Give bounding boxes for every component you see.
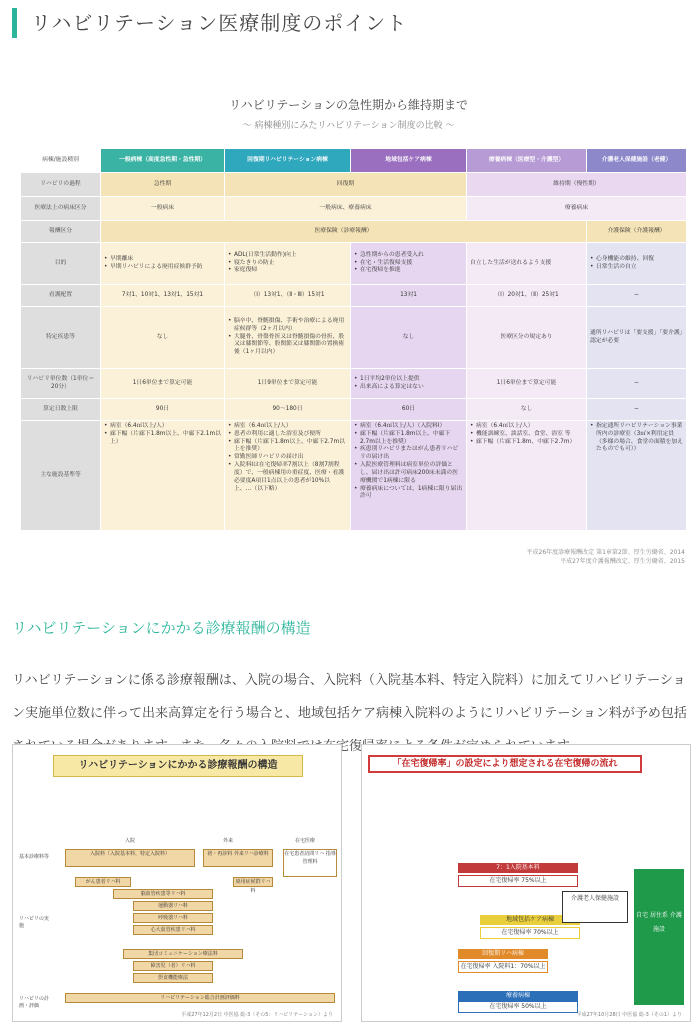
table-cell: 1日6単位まで算定可能 xyxy=(101,369,225,399)
list-item: • 廊下幅（片廊下1.8m、中廊下2.7m） xyxy=(470,439,583,447)
row-label: 医療法上の病床区分 xyxy=(21,197,101,221)
table-cell: 一般病床、療養病床 xyxy=(225,197,467,221)
table-cell: （Ⅰ）13対1、（Ⅱ・Ⅲ）15対1 xyxy=(225,285,351,307)
table-header-cell: 病棟/施設種別 xyxy=(21,149,101,173)
figure-caption: 平成27年10月28日 中医協 総-3（その1）より xyxy=(576,1012,682,1018)
table-cell: − xyxy=(587,285,687,307)
list-item: • 病室（6.4㎡以上/人） xyxy=(470,423,583,431)
table-cell: 90日 xyxy=(101,399,225,421)
table-cell: − xyxy=(587,399,687,421)
table-cell: 一般病床 xyxy=(101,197,225,221)
table-row xyxy=(21,197,687,221)
table-cell: 自立した生活が送れるよう支援 xyxy=(467,243,587,285)
list-item: • 寝たきりの防止 xyxy=(228,260,347,268)
list-item: • 病室（6.4㎡以上/人） xyxy=(104,423,221,431)
source-note: 平成26年度診療報酬改定 第1章第2節、厚生労働省、2014 平成27年度介護報酬改定、厚生労働省、2015 xyxy=(526,549,685,565)
figure-title: リハビリテーションの急性期から維持期まで xyxy=(229,98,468,112)
list-item: • 在宅・生活復帰支援 xyxy=(354,260,463,268)
row-label: 特定疾患等 xyxy=(21,307,101,369)
list-item: • 廊下幅（片廊下1.8m以上、中廊下2.7m以上を推奨） xyxy=(354,431,463,447)
list-item: • 廊下幅（片廊下1.8m以上、中廊下2.1m以上） xyxy=(104,431,221,447)
table-row xyxy=(21,221,687,243)
diagram-box: 自宅 居住系 介護施設 xyxy=(634,869,684,1005)
table-row xyxy=(21,173,687,197)
table-cell: − xyxy=(587,369,687,399)
column-label: 入院 xyxy=(125,838,136,844)
diagram-box: がん患者リハ料 xyxy=(75,877,131,887)
row-label: 基本診療料等 xyxy=(19,854,50,860)
list-item: • 病室（6.4㎡以上/人） xyxy=(228,423,347,431)
list-item: • 患者の利用に適した浴室及び便所 xyxy=(228,431,347,439)
diagram-box: 地域包括ケア病棟 xyxy=(480,915,580,925)
list-item: • 早期離床 xyxy=(104,256,221,264)
table-cell: 医療保険（診療報酬） xyxy=(101,221,587,243)
list-item: • 病室（6.4㎡以上/人）（入院料Ⅰ） xyxy=(354,423,463,431)
reimbursement-structure-figure xyxy=(12,744,342,1022)
diagram-box: 療養病棟 xyxy=(458,991,578,1001)
diagram-box: 廃用症候群リハ料 xyxy=(233,877,273,887)
table-row xyxy=(21,399,687,421)
table-header-cell: 療養病棟（医療型・介護型） xyxy=(467,149,587,173)
list-item: • 疾患別リハビリまたはがん患者リハビリの届け出 xyxy=(354,446,463,462)
table-cell: 急性期 xyxy=(101,173,225,197)
list-item: • 療養病床については、1病棟に限り届出許可 xyxy=(354,486,463,502)
table-cell: 回復期 xyxy=(225,173,467,197)
list-item: • 大腿骨、骨盤骨折又は脊髄損傷の骨折、股又は膝関節等、股関節又は膝関節の置換術後（1ヶ月以内） xyxy=(228,334,347,357)
row-label: 看護配置 xyxy=(21,285,101,307)
diagram-box: 在宅復帰率 50%以上 xyxy=(458,1001,578,1013)
table-header-row xyxy=(21,149,687,173)
section-heading: リハビリテーションにかかる診療報酬の構造 xyxy=(12,619,311,637)
column-label: 在宅医療 xyxy=(295,838,316,844)
table-cell: なし xyxy=(467,399,587,421)
table-cell: 介護保険（介護報酬） xyxy=(587,221,687,243)
list-item: • 指定通所リハビリテーション事業所内の診療室（3㎡×利用定員（多様の場合、食堂の面積を加えたものでも可）） xyxy=(590,423,683,454)
figure-subtitle: 〜 病棟種別にみたリハビリテーション制度の比較 〜 xyxy=(242,121,455,131)
figure-caption: 平成27年12月2日 中医協 総-3（その5：リハビリテーション）より xyxy=(181,1012,333,1018)
table-cell: 90〜180日 xyxy=(225,399,351,421)
diagram-box: 集団コミュニケーション療法料 xyxy=(123,949,243,959)
list-item: • 出来高による算定はない xyxy=(354,384,463,392)
list-item: • 脳卒中、脊髄損傷、手術や治療による廃用症候群等（2ヶ月以内） xyxy=(228,318,347,334)
table-cell: 維持期（慢性期） xyxy=(467,173,687,197)
row-label: リハビリ単位数（1単位＝20分） xyxy=(21,369,101,399)
column-label: 外来 xyxy=(223,838,234,844)
table-cell: 60日 xyxy=(351,399,467,421)
list-item: • 家庭復帰 xyxy=(228,267,347,275)
diagram-box: 入院料（入院基本料、特定入院料） xyxy=(65,849,195,867)
table-row xyxy=(21,421,687,531)
diagram-box: 心大血管疾患リハ料 xyxy=(133,925,213,935)
table-cell: 7対1、10対1、13対1、15対1 xyxy=(101,285,225,307)
table-cell: 療養病床 xyxy=(467,197,687,221)
table-header-cell: 介護老人保健施設（老健） xyxy=(587,149,687,173)
list-item: • ADL(日常生活動作)向上 xyxy=(228,252,347,260)
diagram-box: 回復期リハ病棟 xyxy=(458,949,548,959)
diagram-box: 障害児（者）リハ料 xyxy=(133,961,213,971)
table-cell: （Ⅰ）20対1、（Ⅱ）25対1 xyxy=(467,285,587,307)
table-cell: 医療区分の規定あり xyxy=(467,307,587,369)
list-item: • 1日平均2単位以上提供 xyxy=(354,376,463,384)
section-body: リハビリテーションに係る診療報酬は、入院の場合、入院料（入院基本料、特定入院料）に加えてリハビリテーション実施単位数に伴って出来高算定を行う場合と、地域包括ケア病棟入院料のようにリハビリテーション料が予め包括 があります。また、各々の入院料では在宅復帰率による条件が定められています。 xyxy=(12,673,687,754)
diagram-box: 脳血管疾患等リハ料 xyxy=(113,889,213,899)
diagram-box: 在宅復帰率 70%以上 xyxy=(480,927,580,939)
table-header-cell: 一般病棟（高度急性期・急性期） xyxy=(101,149,225,173)
diagram-box: 7：1入院基本料 xyxy=(458,863,578,873)
list-item: • 廊下幅（片廊下1.8m以上、中廊下2.7m以上を推奨） xyxy=(228,439,347,455)
diagram-box: 初・再診料 外来リハ診療料 xyxy=(203,849,273,867)
table-cell: 通所リハビリは「要支援」「要介護」認定が必要 xyxy=(587,307,687,369)
diagram-box: 呼吸器リハ料 xyxy=(133,913,213,923)
table-header-cell: 回復期リハビリテーション病棟 xyxy=(225,149,351,173)
table-cell: 1日6単位まで算定可能 xyxy=(467,369,587,399)
thumb-title: 「在宅復帰率」の設定により想定される在宅復帰の流れ xyxy=(368,755,642,773)
table-cell: 13対1 xyxy=(351,285,467,307)
list-item: • 在宅復帰を推進 xyxy=(354,267,463,275)
diagram-box: リハビリテーション総合計画評価料 xyxy=(65,993,335,1003)
list-item: • 急性期からの患者受入れ xyxy=(354,252,463,260)
diagram-box: 摂食機能療法 xyxy=(133,973,213,983)
row-label: リハビリの計画・評価 xyxy=(19,996,49,1009)
comparison-table xyxy=(20,148,687,531)
row-label: 報酬区分 xyxy=(21,221,101,243)
page-title: リハビリテーション医療制度のポイント xyxy=(12,8,407,38)
row-label: 算定日数上限 xyxy=(21,399,101,421)
table-cell: なし xyxy=(101,307,225,369)
list-item: • 日常生活の自立 xyxy=(590,264,683,272)
table-header-cell: 地域包括ケア病棟 xyxy=(351,149,467,173)
list-item: • 機能訓練室、談話室、食堂、浴室 等 xyxy=(470,431,583,439)
thumb-title: リハビリテーションにかかる診療報酬の構造 xyxy=(53,755,303,777)
table-row xyxy=(21,285,687,307)
diagram-box: 介護老人保健施設 xyxy=(562,891,628,923)
table-cell: なし xyxy=(351,307,467,369)
list-item: • 常勤医師リハビリの届け出 xyxy=(228,454,347,462)
table-row xyxy=(21,307,687,369)
row-label: リハビリの過程 xyxy=(21,173,101,197)
table-row xyxy=(21,243,687,285)
list-item: • 早期リハビリによる廃用症候群予防 xyxy=(104,264,221,272)
diagram-box: 在宅患者訪問リハ 指導管理料 xyxy=(283,849,337,877)
table-cell: 1日9単位まで算定可能 xyxy=(225,369,351,399)
list-item: • 入院料Ⅰは在宅復帰率7割以上（8割7割程度）で、一般病棟用の重症度、医療・看護必要度A項目1点以上の患者が10%以上、…（以下略） xyxy=(228,462,347,493)
diagram-box: 運動器リハ料 xyxy=(133,901,213,911)
diagram-box: 在宅復帰率 入院料1：70%以上 xyxy=(458,961,548,973)
list-item: • 入院医療管理料は病室単位の評価とし、届け出は許可病床200床未満の医療機関で1病棟に限る xyxy=(354,462,463,485)
list-item: • 心身機能の維持、回復 xyxy=(590,256,683,264)
row-label: 主な施設基準等 xyxy=(21,421,101,531)
table-row xyxy=(21,369,687,399)
row-label: 目的 xyxy=(21,243,101,285)
row-label: リハビリの実施 xyxy=(19,916,49,929)
diagram-box: 在宅復帰率 75%以上 xyxy=(458,875,578,887)
home-return-flow-figure xyxy=(361,744,691,1022)
